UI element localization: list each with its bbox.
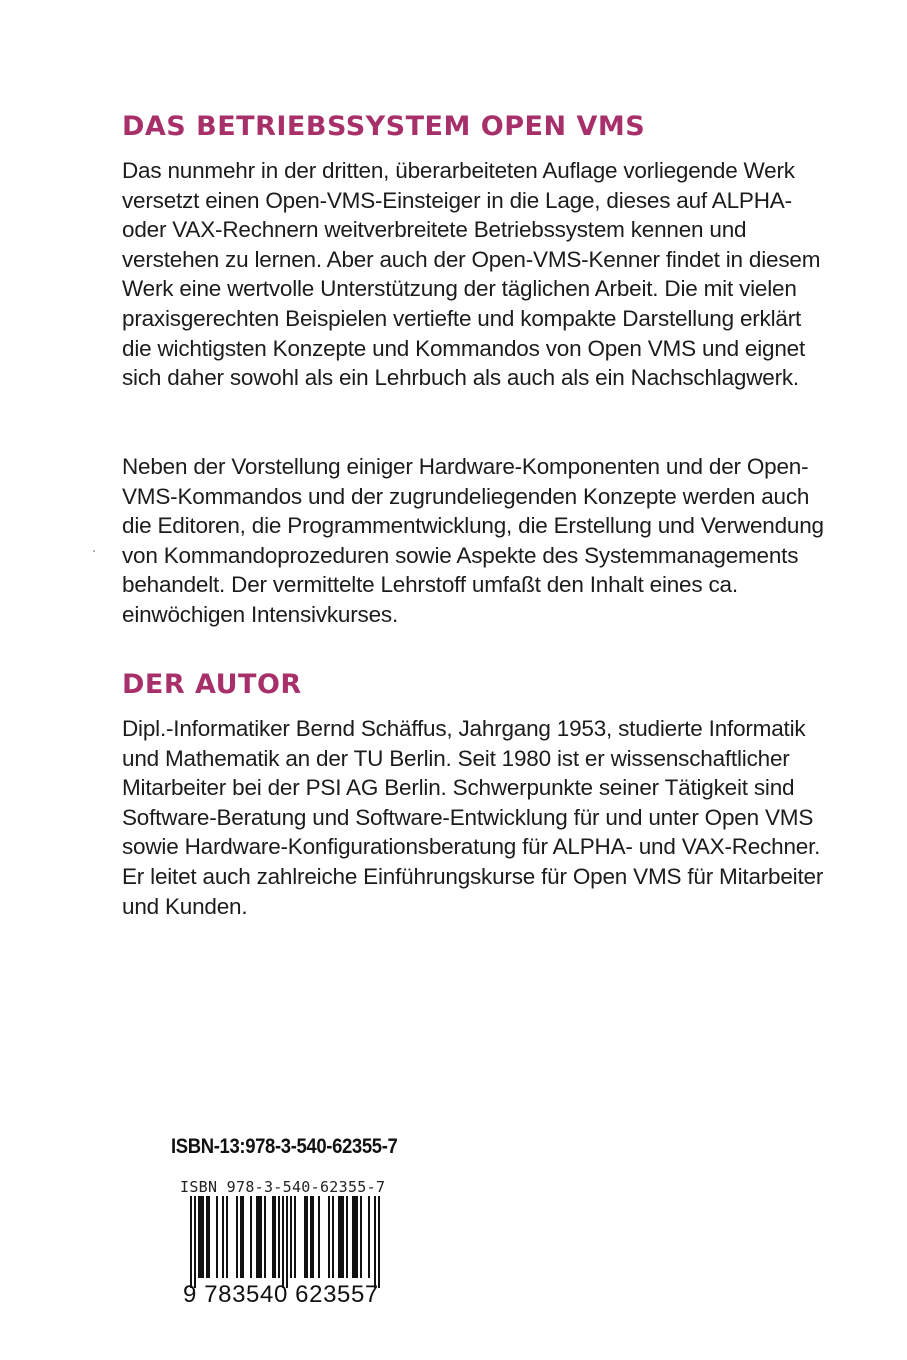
barcode-bar (338, 1196, 340, 1278)
barcode-bar (256, 1196, 258, 1278)
barcode-bar (240, 1196, 242, 1278)
barcode-guard-bar (194, 1196, 196, 1288)
barcode-guard-bar (378, 1196, 380, 1288)
description-paragraph-1: Das nunmehr in der dritten, überarbeiteten Auflage vorliegende Werk versetzt einen Open-VMS-Einsteiger in die Lage, dieses auf ALPHA- oder VAX-Rechnern weitverbreitete Betriebssystem kennen und verstehen zu lernen. Aber auch der Open-VMS-Kenner findet in diesem Werk eine wertvolle Unterstützung der täglichen Arbeit. Die mit vielen praxisgerechten Beispielen vertiefte und kompakte Darstellung erklärt die wichtigsten Konzepte und Kommandos von Open VMS und eignet sich daher sowohl als ein Lehrbuch als auch als ein Nachschlagwerk. (122, 158, 821, 391)
barcode-bar (272, 1196, 274, 1278)
barcode-bar (328, 1196, 330, 1278)
barcode-bar (312, 1196, 314, 1278)
barcode-bar (310, 1196, 312, 1278)
barcode-bar (216, 1196, 218, 1278)
barcode-bar (332, 1196, 334, 1278)
barcode-guard-bar (282, 1196, 284, 1288)
barcode-bar (340, 1196, 342, 1278)
barcode-bar (222, 1196, 224, 1278)
barcode-bar (198, 1196, 200, 1278)
barcode-bar (236, 1196, 238, 1278)
barcode-bar (354, 1196, 356, 1278)
barcode-bar (304, 1196, 306, 1278)
barcode-bar (290, 1196, 292, 1278)
barcode-bar (360, 1196, 362, 1278)
author-paragraph: Dipl.-Informatiker Bernd Schäffus, Jahrgang 1953, studierte Informatik und Mathematik an der TU Berlin. Seit 1980 ist er wissenschaftlicher Mitarbeiter bei der PSI AG Berlin. Schwerpunkte seiner Tätigkeit sind Software-Beratung und Software-Entwicklung für und unter Open VMS sowie Hardware-Konfigurationsberatung für ALPHA- und VAX-Rechner. Er leitet auch zahlreiche Einführungskurse für Open VMS für Mitarbeiter und Kunden. (122, 716, 824, 919)
description-paragraph-2: Neben der Vorstellung einiger Hardware-Komponenten und der Open-VMS-Kommandos und der zugrundeliegenden Konzepte werden auch die Editoren, die Programmentwicklung, die Erstellung und Verwendung von Kommandoprozeduren sowie Aspekte des Systemmanagements behandelt. Der vermittelte Lehrstoff umfaßt den Inhalt eines ca. einwöchigen Intensivkurses. (122, 454, 824, 627)
section-heading-autor: DER AUTOR (122, 669, 302, 700)
barcode-bar (306, 1196, 308, 1278)
barcode-bar (202, 1196, 204, 1278)
barcode-bar (368, 1196, 370, 1278)
barcode-bar (274, 1196, 276, 1278)
barcode-bar (346, 1196, 348, 1278)
barcode-bar (352, 1196, 354, 1278)
barcode-bar (278, 1196, 280, 1278)
barcode-bar (206, 1196, 208, 1278)
barcode-bar (250, 1196, 252, 1278)
barcode-bar (208, 1196, 210, 1278)
barcode-guard-bar (190, 1196, 192, 1288)
barcode-isbn-text: ISBN 978-3-540-62355-7 (180, 1178, 386, 1196)
barcode-bar (356, 1196, 358, 1278)
barcode-bar (264, 1196, 266, 1278)
barcode-bar (242, 1196, 244, 1278)
section-heading-betriebssystem: DAS BETRIEBSSYSTEM OPEN VMS (122, 111, 646, 142)
barcode-guard-bar (286, 1196, 288, 1288)
barcode-bar (318, 1196, 320, 1278)
isbn-label: ISBN-13:978-3-540-62355-7 (171, 1135, 398, 1158)
barcode-bar (294, 1196, 296, 1278)
barcode-digits: 9 783540 623557 (183, 1281, 379, 1308)
print-speck (93, 550, 95, 552)
barcode-bar (260, 1196, 262, 1278)
barcode-guard-bar (374, 1196, 376, 1288)
barcode (180, 1196, 380, 1288)
barcode-bar (342, 1196, 344, 1278)
barcode-bar (226, 1196, 228, 1278)
barcode-bar (200, 1196, 202, 1278)
barcode-bar (258, 1196, 260, 1278)
